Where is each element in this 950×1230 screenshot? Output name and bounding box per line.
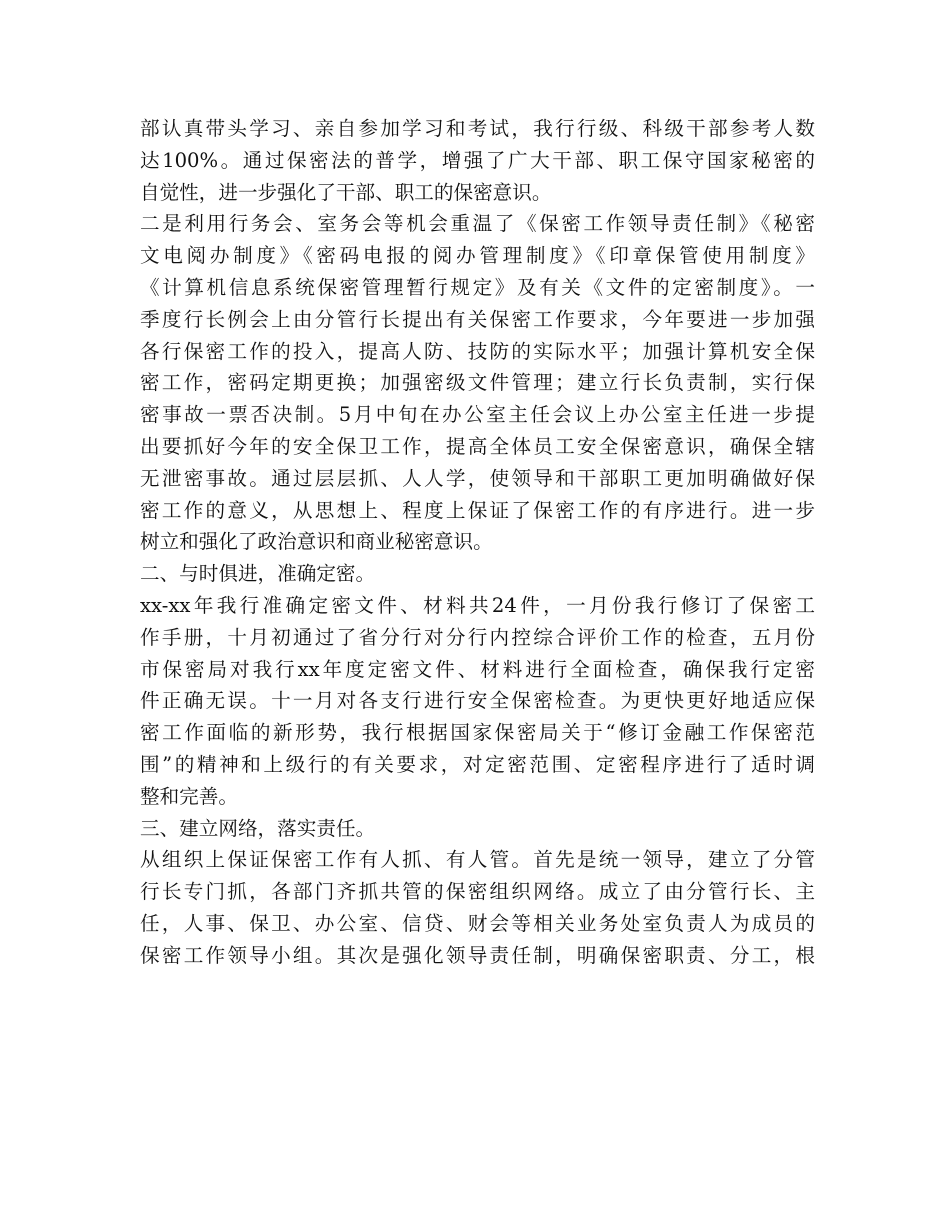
document-body (140, 113, 815, 972)
paragraph-line: 密工作面临的新形势，我行根据国家保密局关于“修订金融工作保密范 (140, 721, 815, 745)
paragraph-line: 件正确无误。十一月对各支行进行安全保密检查。为更快更好地适应保 (140, 689, 815, 713)
paragraph-line: 行长专门抓，各部门齐抓共管的保密组织网络。成立了由分管行长、主 (140, 880, 815, 904)
paragraph-line: 二是利用行务会、室务会等机会重温了《保密工作领导责任制》《秘密 (140, 212, 815, 236)
paragraph-line: 整和完善。 (140, 784, 238, 808)
paragraph-line: 作手册，十月初通过了省分行对分行内控综合评价工作的检查，五月份 (140, 625, 815, 649)
paragraph-line: 密工作的意义，从思想上、程度上保证了保密工作的有序进行。进一步 (140, 498, 815, 522)
paragraph-line: 围”的精神和上级行的有关要求，对定密范围、定密程序进行了适时调 (140, 752, 815, 776)
paragraph-line: 季度行长例会上由分管行长提出有关保密工作要求，今年要进一步加强 (140, 307, 815, 331)
paragraph-line: 保密工作领导小组。其次是强化领导责任制，明确保密职责、分工，根 (140, 943, 815, 967)
paragraph-line: 达100%。通过保密法的普学，增强了广大干部、职工保守国家秘密的 (140, 148, 815, 172)
paragraph-line: 文电阅办制度》《密码电报的阅办管理制度》《印章保管使用制度》 (140, 244, 815, 268)
paragraph-line: 无泄密事故。通过层层抓、人人学，使领导和干部职工更加明确做好保 (140, 466, 815, 490)
paragraph-line: 从组织上保证保密工作有人抓、有人管。首先是统一领导，建立了分管 (140, 848, 815, 872)
paragraph-line: 密事故一票否决制。5月中旬在办公室主任会议上办公室主任进一步提 (140, 403, 815, 427)
paragraph-line: 出要抓好今年的安全保卫工作，提高全体员工安全保密意识，确保全辖 (140, 434, 815, 458)
paragraph-line: 密工作，密码定期更换；加强密级文件管理；建立行长负责制，实行保 (140, 371, 815, 395)
paragraph-line: 各行保密工作的投入，提高人防、技防的实际水平；加强计算机安全保 (140, 339, 815, 363)
paragraph-line: 树立和强化了政治意识和商业秘密意识。 (140, 530, 493, 554)
paragraph-line: 自觉性，进一步强化了干部、职工的保密意识。 (140, 180, 552, 204)
paragraph-line: 部认真带头学习、亲自参加学习和考试，我行行级、科级干部参考人数 (140, 117, 815, 140)
section-heading: 三、建立网络，落实责任。 (140, 816, 376, 840)
paragraph-line: 市保密局对我行xx年度定密文件、材料进行全面检查，确保我行定密 (140, 657, 815, 681)
paragraph-line: xx-xx年我行准确定密文件、材料共24件，一月份我行修订了保密工 (140, 593, 815, 617)
section-heading: 二、与时俱进，准确定密。 (140, 562, 376, 586)
paragraph-line: 《计算机信息系统保密管理暂行规定》及有关《文件的定密制度》。一 (140, 275, 815, 299)
paragraph-line: 任，人事、保卫、办公室、信贷、财会等相关业务处室负责人为成员的 (140, 911, 815, 935)
